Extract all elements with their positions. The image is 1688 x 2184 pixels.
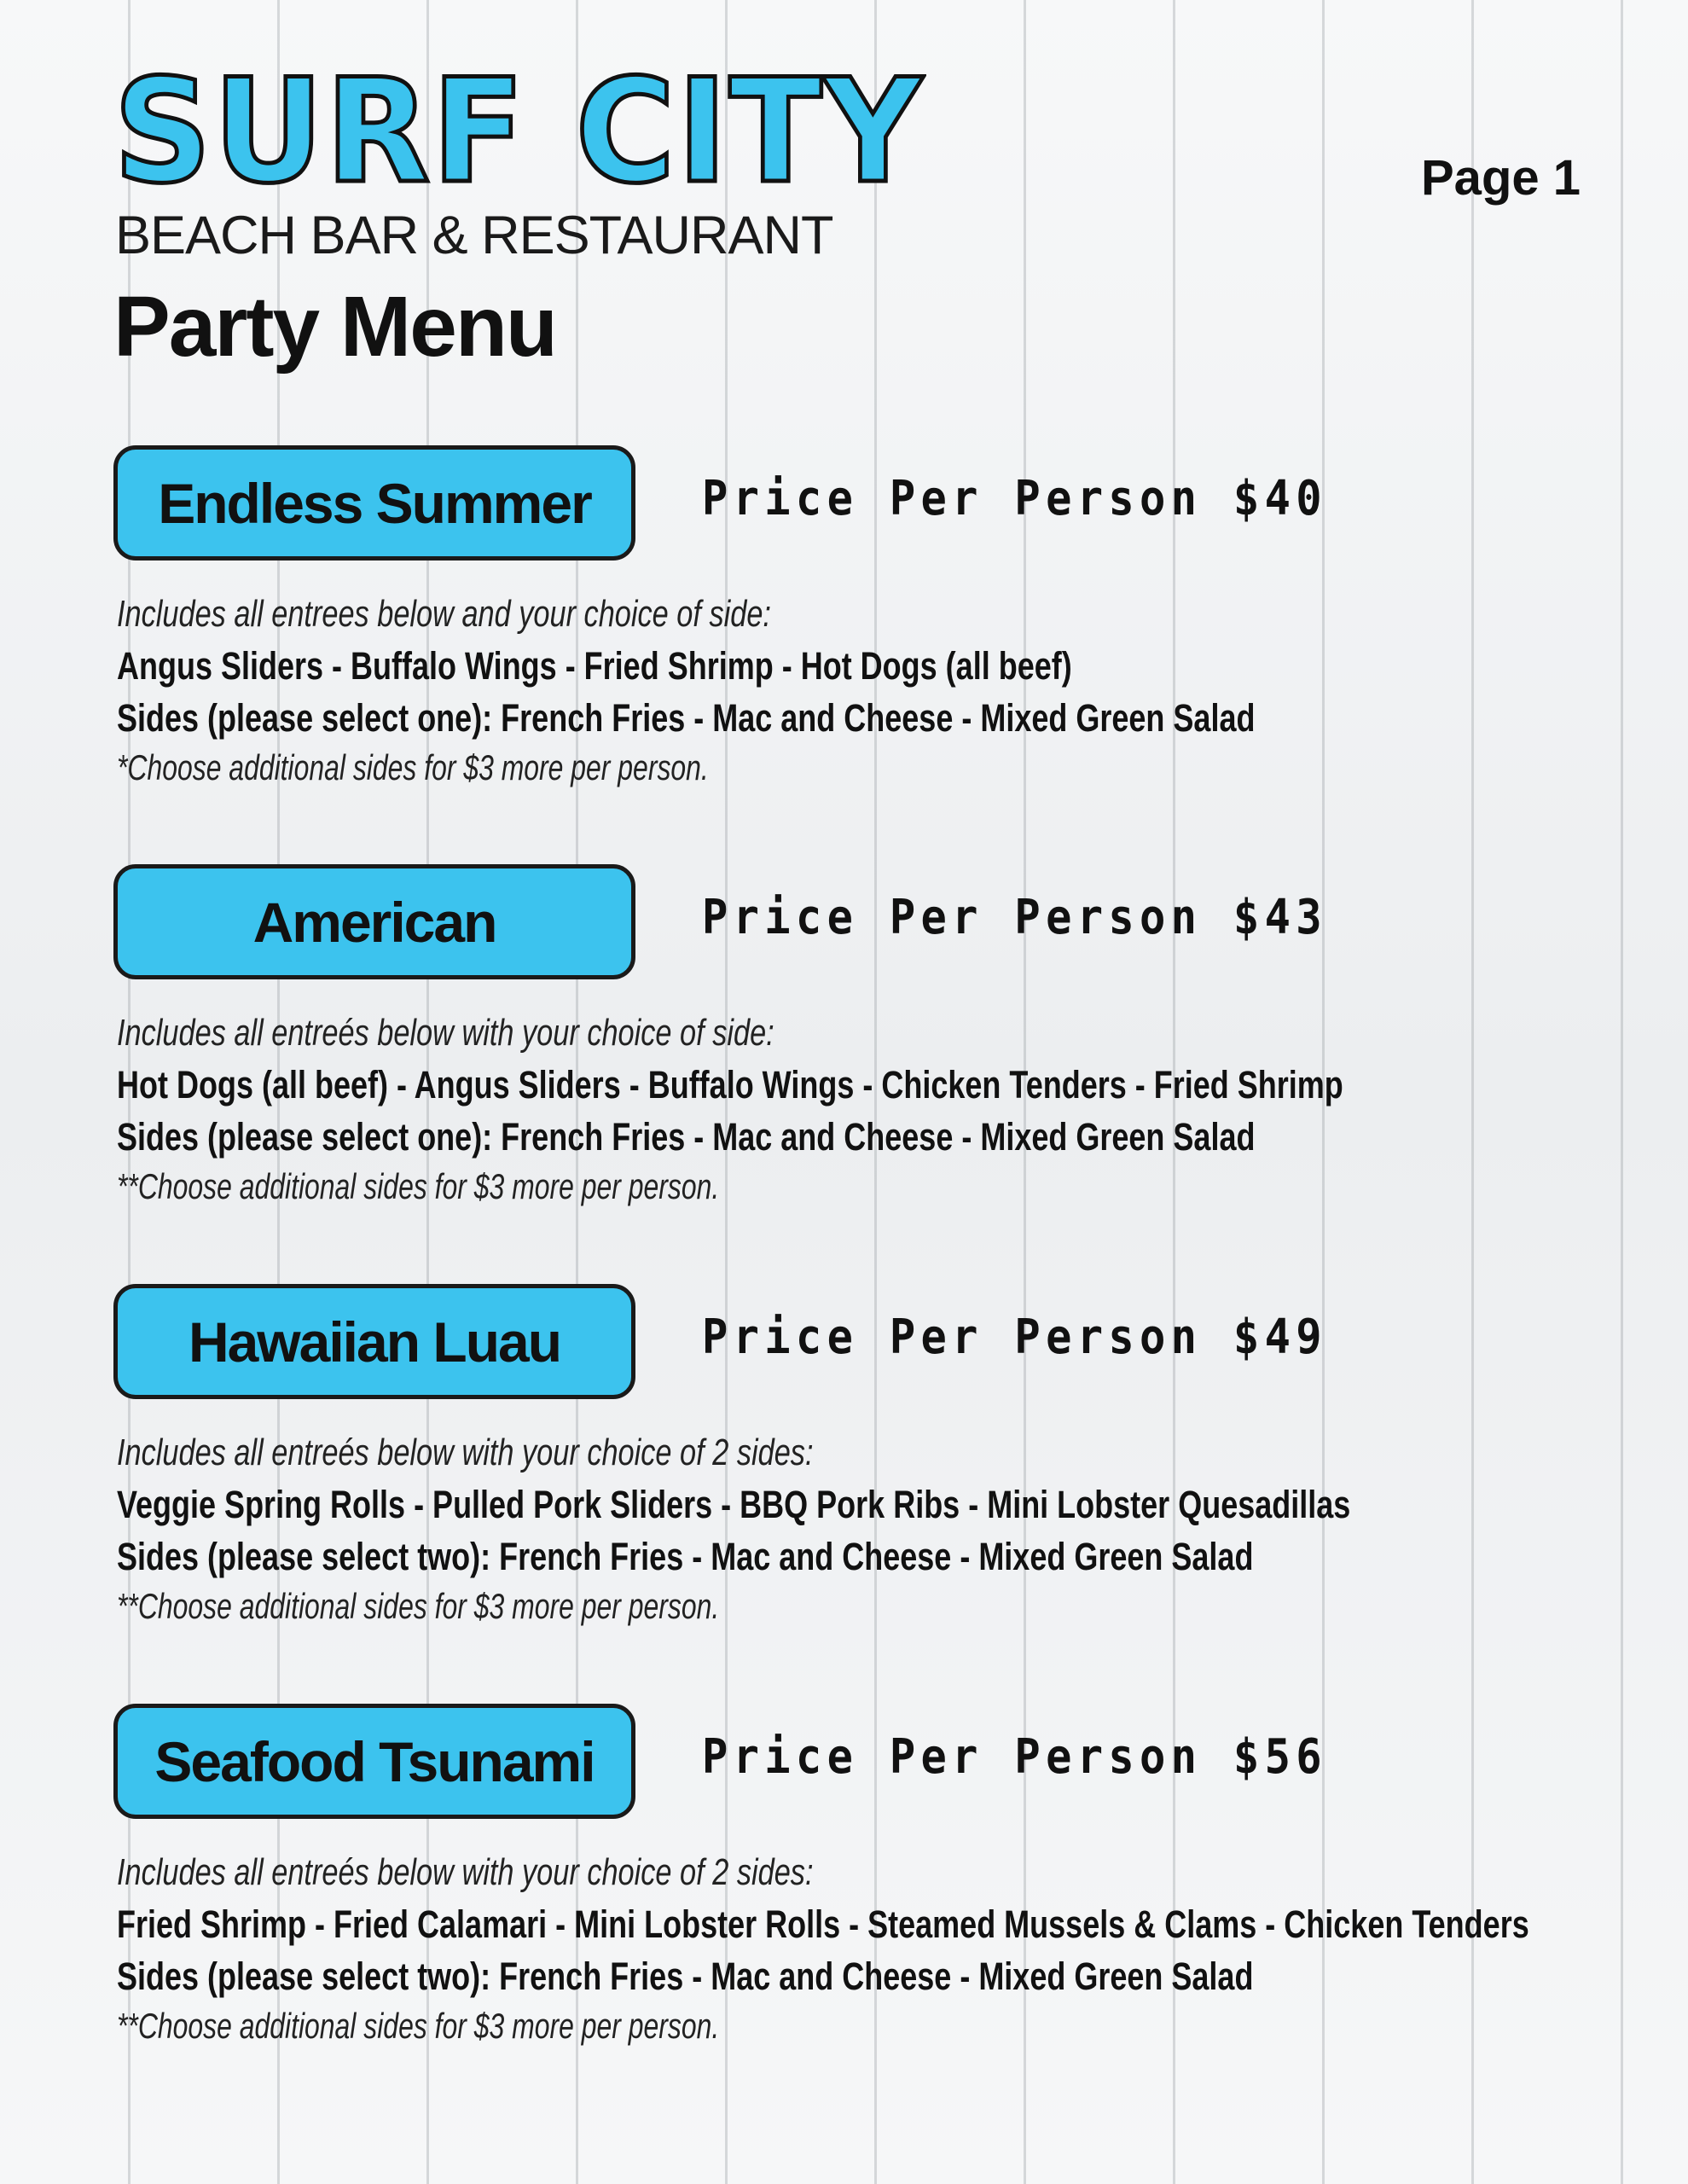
menu-title: Party Menu — [113, 279, 557, 375]
package-intro: Includes all entreés below with your choice of 2 sides: — [117, 1851, 814, 1893]
package-entrees: Hot Dogs (all beef) - Angus Sliders - Buffalo Wings - Chicken Tenders - Fried Shrimp — [117, 1063, 1343, 1107]
package-note: *Choose additional sides for $3 more per person. — [117, 747, 709, 787]
package-details — [117, 1847, 1618, 2050]
package-note: **Choose additional sides for $3 more per person. — [117, 2006, 720, 2046]
page-number: Page 1 — [1421, 150, 1581, 206]
package-details — [117, 589, 1618, 792]
package-details — [117, 1008, 1618, 1211]
package-price: Price Per Person $49 — [702, 1310, 1327, 1365]
package-details — [117, 1427, 1618, 1630]
package-price: Price Per Person $40 — [702, 471, 1327, 526]
package-intro: Includes all entreés below with your choice of side: — [117, 1012, 774, 1054]
package-name-badge: American — [113, 864, 635, 979]
package-intro: Includes all entreés below with your choice of 2 sides: — [117, 1432, 814, 1473]
package-intro: Includes all entrees below and your choice of side: — [117, 593, 771, 635]
package-american — [113, 864, 1615, 1223]
package-hawaiian-luau — [113, 1284, 1615, 1642]
surf-city-logo: SURF CITY — [113, 48, 925, 215]
package-sides: Sides (please select one): French Fries - Mac and Cheese - Mixed Green Salad — [117, 1115, 1256, 1159]
package-endless-summer — [113, 445, 1615, 804]
package-name-badge: Hawaiian Luau — [113, 1284, 635, 1399]
package-entrees: Fried Shrimp - Fried Calamari - Mini Lobster Rolls - Steamed Mussels & Clams - Chicken Tenders — [117, 1902, 1529, 1946]
package-sides: Sides (please select two): French Fries - Mac and Cheese - Mixed Green Salad — [117, 1535, 1254, 1578]
restaurant-subtitle: BEACH BAR & RESTAURANT — [115, 206, 833, 265]
package-price: Price Per Person $43 — [702, 890, 1327, 945]
package-note: **Choose additional sides for $3 more per person. — [117, 1586, 720, 1626]
package-sides: Sides (please select one): French Fries - Mac and Cheese - Mixed Green Salad — [117, 696, 1256, 740]
package-price: Price Per Person $56 — [702, 1729, 1327, 1785]
package-note: **Choose additional sides for $3 more per person. — [117, 1166, 720, 1206]
package-seafood-tsunami — [113, 1704, 1615, 2062]
package-entrees: Angus Sliders - Buffalo Wings - Fried Shrimp - Hot Dogs (all beef) — [117, 644, 1072, 688]
package-name-badge: Endless Summer — [113, 445, 635, 561]
package-sides: Sides (please select two): French Fries - Mac and Cheese - Mixed Green Salad — [117, 1955, 1254, 1998]
package-name-badge: Seafood Tsunami — [113, 1704, 635, 1819]
package-entrees: Veggie Spring Rolls - Pulled Pork Sliders - BBQ Pork Ribs - Mini Lobster Quesadillas — [117, 1483, 1351, 1526]
